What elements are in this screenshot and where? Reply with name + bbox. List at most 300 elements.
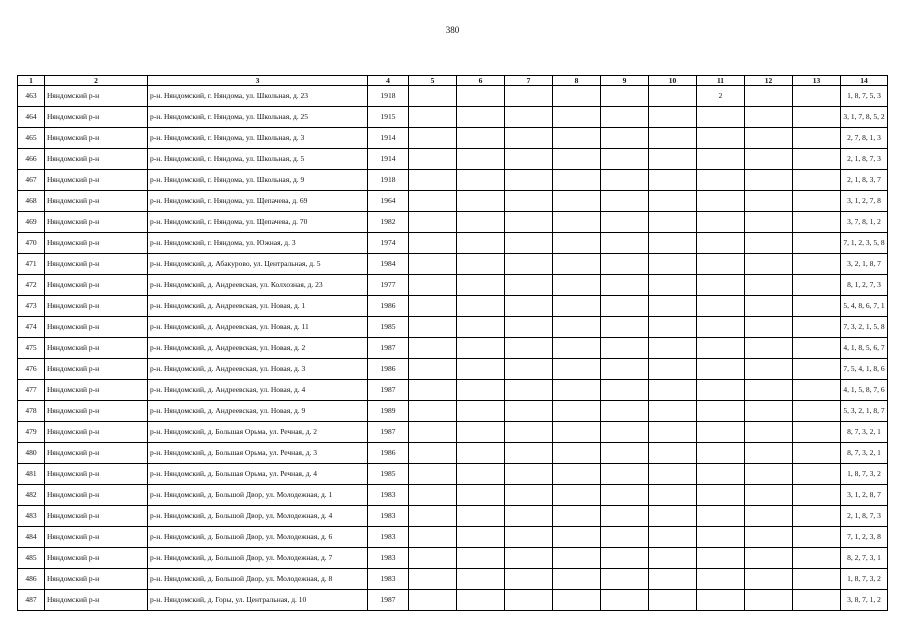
empty-cell xyxy=(649,359,697,380)
table-row xyxy=(18,569,888,590)
empty-cell xyxy=(601,107,649,128)
empty-cell xyxy=(793,86,841,107)
year-cell: 1977 xyxy=(368,275,409,296)
empty-cell xyxy=(505,296,553,317)
empty-cell xyxy=(649,422,697,443)
empty-cell xyxy=(553,422,601,443)
empty-cell xyxy=(745,443,793,464)
empty-cell xyxy=(409,338,457,359)
code-sequence-cell: 3, 2, 1, 8, 7 xyxy=(841,254,888,275)
district-cell: Няндомский р-н xyxy=(45,380,148,401)
column-header: 5 xyxy=(409,76,457,86)
empty-cell xyxy=(505,212,553,233)
year-cell: 1984 xyxy=(368,254,409,275)
address-cell: р-н. Няндомский, д. Абакурово, ул. Центральная, д. 5 xyxy=(148,254,368,275)
column-header: 9 xyxy=(601,76,649,86)
empty-cell xyxy=(745,380,793,401)
empty-cell xyxy=(505,569,553,590)
empty-cell xyxy=(457,317,505,338)
table-row xyxy=(18,128,888,149)
code-sequence-cell: 7, 1, 2, 3, 5, 8 xyxy=(841,233,888,254)
row-number-cell: 468 xyxy=(18,191,45,212)
district-cell: Няндомский р-н xyxy=(45,443,148,464)
address-cell: р-н. Няндомский, д. Андреевская, ул. Новая, д. 1 xyxy=(148,296,368,317)
empty-cell xyxy=(505,233,553,254)
empty-cell xyxy=(457,359,505,380)
empty-cell xyxy=(457,548,505,569)
header-row xyxy=(18,76,888,86)
empty-cell xyxy=(601,191,649,212)
empty-cell xyxy=(505,548,553,569)
empty-cell xyxy=(409,569,457,590)
empty-cell xyxy=(505,149,553,170)
empty-cell xyxy=(601,296,649,317)
district-cell: Няндомский р-н xyxy=(45,464,148,485)
empty-cell xyxy=(409,275,457,296)
empty-cell xyxy=(553,527,601,548)
empty-cell xyxy=(457,212,505,233)
column-11-cell xyxy=(697,464,745,485)
district-cell: Няндомский р-н xyxy=(45,254,148,275)
empty-cell xyxy=(409,233,457,254)
empty-cell xyxy=(601,338,649,359)
address-cell: р-н. Няндомский, д. Андреевская, ул. Новая, д. 2 xyxy=(148,338,368,359)
district-cell: Няндомский р-н xyxy=(45,569,148,590)
address-cell: р-н. Няндомский, д. Андреевская, ул. Колхозная, д. 23 xyxy=(148,275,368,296)
column-11-cell xyxy=(697,170,745,191)
address-cell: р-н. Няндомский, г. Няндома, ул. Южная, д. 3 xyxy=(148,233,368,254)
address-cell: р-н. Няндомский, г. Няндома, ул. Школьная, д. 23 xyxy=(148,86,368,107)
empty-cell xyxy=(649,548,697,569)
empty-cell xyxy=(793,485,841,506)
table-row xyxy=(18,527,888,548)
column-11-cell xyxy=(697,359,745,380)
empty-cell xyxy=(457,149,505,170)
year-cell: 1983 xyxy=(368,569,409,590)
empty-cell xyxy=(553,359,601,380)
empty-cell xyxy=(457,527,505,548)
empty-cell xyxy=(553,401,601,422)
table-row xyxy=(18,191,888,212)
empty-cell xyxy=(457,170,505,191)
table-row xyxy=(18,170,888,191)
empty-cell xyxy=(649,212,697,233)
column-header: 10 xyxy=(649,76,697,86)
district-cell: Няндомский р-н xyxy=(45,359,148,380)
table-row xyxy=(18,296,888,317)
column-11-cell xyxy=(697,275,745,296)
empty-cell xyxy=(649,590,697,611)
empty-cell xyxy=(553,296,601,317)
address-cell: р-н. Няндомский, д. Андреевская, ул. Новая, д. 11 xyxy=(148,317,368,338)
empty-cell xyxy=(505,464,553,485)
empty-cell xyxy=(601,149,649,170)
empty-cell xyxy=(649,170,697,191)
table-row xyxy=(18,275,888,296)
empty-cell xyxy=(553,443,601,464)
empty-cell xyxy=(793,254,841,275)
empty-cell xyxy=(745,254,793,275)
year-cell: 1974 xyxy=(368,233,409,254)
empty-cell xyxy=(553,569,601,590)
row-number-cell: 482 xyxy=(18,485,45,506)
column-header: 1 xyxy=(18,76,45,86)
empty-cell xyxy=(505,590,553,611)
district-cell: Няндомский р-н xyxy=(45,317,148,338)
year-cell: 1987 xyxy=(368,590,409,611)
address-cell: р-н. Няндомский, д. Горы, ул. Центральная, д. 10 xyxy=(148,590,368,611)
empty-cell xyxy=(745,359,793,380)
empty-cell xyxy=(505,86,553,107)
year-cell: 1983 xyxy=(368,548,409,569)
empty-cell xyxy=(745,212,793,233)
row-number-cell: 477 xyxy=(18,380,45,401)
empty-cell xyxy=(745,191,793,212)
empty-cell xyxy=(745,107,793,128)
empty-cell xyxy=(649,443,697,464)
empty-cell xyxy=(409,527,457,548)
column-11-cell xyxy=(697,296,745,317)
empty-cell xyxy=(505,128,553,149)
column-11-cell xyxy=(697,233,745,254)
year-cell: 1918 xyxy=(368,170,409,191)
empty-cell xyxy=(793,107,841,128)
empty-cell xyxy=(601,212,649,233)
empty-cell xyxy=(505,359,553,380)
code-sequence-cell: 7, 5, 4, 1, 8, 6 xyxy=(841,359,888,380)
district-cell: Няндомский р-н xyxy=(45,296,148,317)
empty-cell xyxy=(649,485,697,506)
table-row xyxy=(18,359,888,380)
code-sequence-cell: 3, 8, 7, 1, 2 xyxy=(841,590,888,611)
year-cell: 1985 xyxy=(368,317,409,338)
empty-cell xyxy=(601,380,649,401)
row-number-cell: 469 xyxy=(18,212,45,233)
empty-cell xyxy=(553,212,601,233)
empty-cell xyxy=(793,380,841,401)
district-cell: Няндомский р-н xyxy=(45,149,148,170)
column-11-cell xyxy=(697,485,745,506)
table-row xyxy=(18,464,888,485)
address-cell: р-н. Няндомский, д. Большой Двор, ул. Молодежная, д. 8 xyxy=(148,569,368,590)
empty-cell xyxy=(553,233,601,254)
district-cell: Няндомский р-н xyxy=(45,422,148,443)
empty-cell xyxy=(793,128,841,149)
empty-cell xyxy=(409,422,457,443)
address-cell: р-н. Няндомский, г. Няндома, ул. Школьная, д. 3 xyxy=(148,128,368,149)
empty-cell xyxy=(553,485,601,506)
empty-cell xyxy=(553,506,601,527)
table-row xyxy=(18,149,888,170)
empty-cell xyxy=(457,464,505,485)
column-11-cell xyxy=(697,212,745,233)
column-11-cell xyxy=(697,422,745,443)
table-row xyxy=(18,380,888,401)
empty-cell xyxy=(409,212,457,233)
empty-cell xyxy=(601,527,649,548)
column-11-cell xyxy=(697,338,745,359)
empty-cell xyxy=(553,107,601,128)
empty-cell xyxy=(409,380,457,401)
table-row xyxy=(18,338,888,359)
row-number-cell: 475 xyxy=(18,338,45,359)
district-cell: Няндомский р-н xyxy=(45,527,148,548)
empty-cell xyxy=(505,422,553,443)
empty-cell xyxy=(505,191,553,212)
empty-cell xyxy=(553,548,601,569)
empty-cell xyxy=(745,527,793,548)
empty-cell xyxy=(793,212,841,233)
column-11-cell xyxy=(697,401,745,422)
table-row xyxy=(18,317,888,338)
empty-cell xyxy=(601,506,649,527)
district-cell: Няндомский р-н xyxy=(45,548,148,569)
empty-cell xyxy=(649,338,697,359)
empty-cell xyxy=(409,191,457,212)
code-sequence-cell: 3, 1, 2, 7, 8 xyxy=(841,191,888,212)
row-number-cell: 480 xyxy=(18,443,45,464)
empty-cell xyxy=(745,275,793,296)
row-number-cell: 479 xyxy=(18,422,45,443)
table-row xyxy=(18,590,888,611)
empty-cell xyxy=(649,569,697,590)
code-sequence-cell: 2, 7, 8, 1, 3 xyxy=(841,128,888,149)
district-cell: Няндомский р-н xyxy=(45,107,148,128)
empty-cell xyxy=(649,191,697,212)
address-cell: р-н. Няндомский, д. Большая Орьма, ул. Речная, д. 3 xyxy=(148,443,368,464)
table-row xyxy=(18,212,888,233)
column-header: 12 xyxy=(745,76,793,86)
column-11-cell xyxy=(697,128,745,149)
year-cell: 1964 xyxy=(368,191,409,212)
empty-cell xyxy=(649,128,697,149)
table-body xyxy=(18,86,888,611)
empty-cell xyxy=(505,485,553,506)
code-sequence-cell: 8, 2, 7, 3, 1 xyxy=(841,548,888,569)
empty-cell xyxy=(649,149,697,170)
empty-cell xyxy=(457,86,505,107)
table-row xyxy=(18,86,888,107)
empty-cell xyxy=(409,506,457,527)
empty-cell xyxy=(457,233,505,254)
column-header: 8 xyxy=(553,76,601,86)
row-number-cell: 467 xyxy=(18,170,45,191)
empty-cell xyxy=(553,254,601,275)
empty-cell xyxy=(457,296,505,317)
empty-cell xyxy=(505,170,553,191)
year-cell: 1914 xyxy=(368,149,409,170)
year-cell: 1987 xyxy=(368,422,409,443)
empty-cell xyxy=(553,317,601,338)
year-cell: 1985 xyxy=(368,464,409,485)
empty-cell xyxy=(649,527,697,548)
empty-cell xyxy=(553,128,601,149)
empty-cell xyxy=(457,380,505,401)
column-11-cell xyxy=(697,443,745,464)
column-header: 6 xyxy=(457,76,505,86)
table-row xyxy=(18,485,888,506)
empty-cell xyxy=(457,275,505,296)
year-cell: 1986 xyxy=(368,443,409,464)
empty-cell xyxy=(745,422,793,443)
district-cell: Няндомский р-н xyxy=(45,401,148,422)
empty-cell xyxy=(457,569,505,590)
row-number-cell: 484 xyxy=(18,527,45,548)
row-number-cell: 470 xyxy=(18,233,45,254)
empty-cell xyxy=(457,128,505,149)
code-sequence-cell: 2, 1, 8, 3, 7 xyxy=(841,170,888,191)
column-11-cell xyxy=(697,254,745,275)
table-row xyxy=(18,422,888,443)
code-sequence-cell: 7, 1, 2, 3, 8 xyxy=(841,527,888,548)
empty-cell xyxy=(793,443,841,464)
column-header: 3 xyxy=(148,76,368,86)
year-cell: 1983 xyxy=(368,527,409,548)
empty-cell xyxy=(505,107,553,128)
code-sequence-cell: 1, 8, 7, 5, 3 xyxy=(841,86,888,107)
column-11-cell xyxy=(697,380,745,401)
empty-cell xyxy=(649,464,697,485)
empty-cell xyxy=(793,149,841,170)
empty-cell xyxy=(457,191,505,212)
address-cell: р-н. Няндомский, г. Няндома, ул. Щепачева, д. 69 xyxy=(148,191,368,212)
row-number-cell: 483 xyxy=(18,506,45,527)
empty-cell xyxy=(793,569,841,590)
empty-cell xyxy=(553,338,601,359)
district-cell: Няндомский р-н xyxy=(45,86,148,107)
empty-cell xyxy=(601,401,649,422)
column-header: 13 xyxy=(793,76,841,86)
empty-cell xyxy=(793,401,841,422)
empty-cell xyxy=(409,170,457,191)
empty-cell xyxy=(457,107,505,128)
empty-cell xyxy=(745,170,793,191)
year-cell: 1986 xyxy=(368,296,409,317)
row-number-cell: 474 xyxy=(18,317,45,338)
empty-cell xyxy=(409,254,457,275)
address-cell: р-н. Няндомский, д. Большой Двор, ул. Молодежная, д. 7 xyxy=(148,548,368,569)
empty-cell xyxy=(457,485,505,506)
year-cell: 1987 xyxy=(368,380,409,401)
column-header: 11 xyxy=(697,76,745,86)
code-sequence-cell: 4, 1, 5, 8, 7, 6 xyxy=(841,380,888,401)
address-cell: р-н. Няндомский, г. Няндома, ул. Школьная, д. 5 xyxy=(148,149,368,170)
empty-cell xyxy=(409,128,457,149)
empty-cell xyxy=(409,401,457,422)
empty-cell xyxy=(745,86,793,107)
empty-cell xyxy=(745,569,793,590)
address-cell: р-н. Няндомский, д. Большой Двор, ул. Молодежная, д. 6 xyxy=(148,527,368,548)
district-cell: Няндомский р-н xyxy=(45,338,148,359)
empty-cell xyxy=(505,317,553,338)
empty-cell xyxy=(457,338,505,359)
year-cell: 1915 xyxy=(368,107,409,128)
code-sequence-cell: 3, 1, 2, 8, 7 xyxy=(841,485,888,506)
empty-cell xyxy=(601,569,649,590)
table-row xyxy=(18,506,888,527)
column-11-cell xyxy=(697,590,745,611)
district-cell: Няндомский р-н xyxy=(45,191,148,212)
address-cell: р-н. Няндомский, д. Андреевская, ул. Новая, д. 4 xyxy=(148,380,368,401)
table-row xyxy=(18,233,888,254)
year-cell: 1989 xyxy=(368,401,409,422)
empty-cell xyxy=(601,170,649,191)
row-number-cell: 478 xyxy=(18,401,45,422)
empty-cell xyxy=(601,86,649,107)
empty-cell xyxy=(649,86,697,107)
empty-cell xyxy=(505,254,553,275)
empty-cell xyxy=(457,443,505,464)
table-row xyxy=(18,254,888,275)
empty-cell xyxy=(793,170,841,191)
column-header: 4 xyxy=(368,76,409,86)
housing-registry-table xyxy=(17,75,888,611)
empty-cell xyxy=(505,401,553,422)
address-cell: р-н. Няндомский, д. Большая Орьма, ул. Речная, д. 4 xyxy=(148,464,368,485)
empty-cell xyxy=(745,296,793,317)
empty-cell xyxy=(409,485,457,506)
address-cell: р-н. Няндомский, д. Большой Двор, ул. Молодежная, д. 4 xyxy=(148,506,368,527)
row-number-cell: 481 xyxy=(18,464,45,485)
year-cell: 1987 xyxy=(368,338,409,359)
row-number-cell: 465 xyxy=(18,128,45,149)
empty-cell xyxy=(745,590,793,611)
empty-cell xyxy=(793,338,841,359)
empty-cell xyxy=(601,254,649,275)
address-cell: р-н. Няндомский, д. Андреевская, ул. Новая, д. 9 xyxy=(148,401,368,422)
empty-cell xyxy=(409,86,457,107)
empty-cell xyxy=(553,149,601,170)
empty-cell xyxy=(553,590,601,611)
empty-cell xyxy=(793,275,841,296)
row-number-cell: 487 xyxy=(18,590,45,611)
column-11-cell xyxy=(697,506,745,527)
page-number: 380 xyxy=(445,25,460,35)
empty-cell xyxy=(457,590,505,611)
empty-cell xyxy=(745,548,793,569)
column-11-cell xyxy=(697,191,745,212)
code-sequence-cell: 2, 1, 8, 7, 3 xyxy=(841,506,888,527)
table-row xyxy=(18,401,888,422)
empty-cell xyxy=(793,359,841,380)
empty-cell xyxy=(553,380,601,401)
empty-cell xyxy=(409,548,457,569)
year-cell: 1983 xyxy=(368,485,409,506)
address-cell: р-н. Няндомский, д. Большая Орьма, ул. Речная, д. 2 xyxy=(148,422,368,443)
table-row xyxy=(18,107,888,128)
code-sequence-cell: 3, 7, 8, 1, 2 xyxy=(841,212,888,233)
code-sequence-cell: 7, 3, 2, 1, 5, 8 xyxy=(841,317,888,338)
empty-cell xyxy=(793,506,841,527)
empty-cell xyxy=(409,443,457,464)
empty-cell xyxy=(601,548,649,569)
empty-cell xyxy=(601,275,649,296)
empty-cell xyxy=(745,149,793,170)
empty-cell xyxy=(793,422,841,443)
row-number-cell: 472 xyxy=(18,275,45,296)
district-cell: Няндомский р-н xyxy=(45,506,148,527)
code-sequence-cell: 8, 7, 3, 2, 1 xyxy=(841,443,888,464)
empty-cell xyxy=(601,485,649,506)
district-cell: Няндомский р-н xyxy=(45,485,148,506)
address-cell: р-н. Няндомский, г. Няндома, ул. Школьная, д. 9 xyxy=(148,170,368,191)
row-number-cell: 486 xyxy=(18,569,45,590)
empty-cell xyxy=(553,275,601,296)
empty-cell xyxy=(601,233,649,254)
code-sequence-cell: 8, 1, 2, 7, 3 xyxy=(841,275,888,296)
empty-cell xyxy=(745,233,793,254)
empty-cell xyxy=(649,317,697,338)
